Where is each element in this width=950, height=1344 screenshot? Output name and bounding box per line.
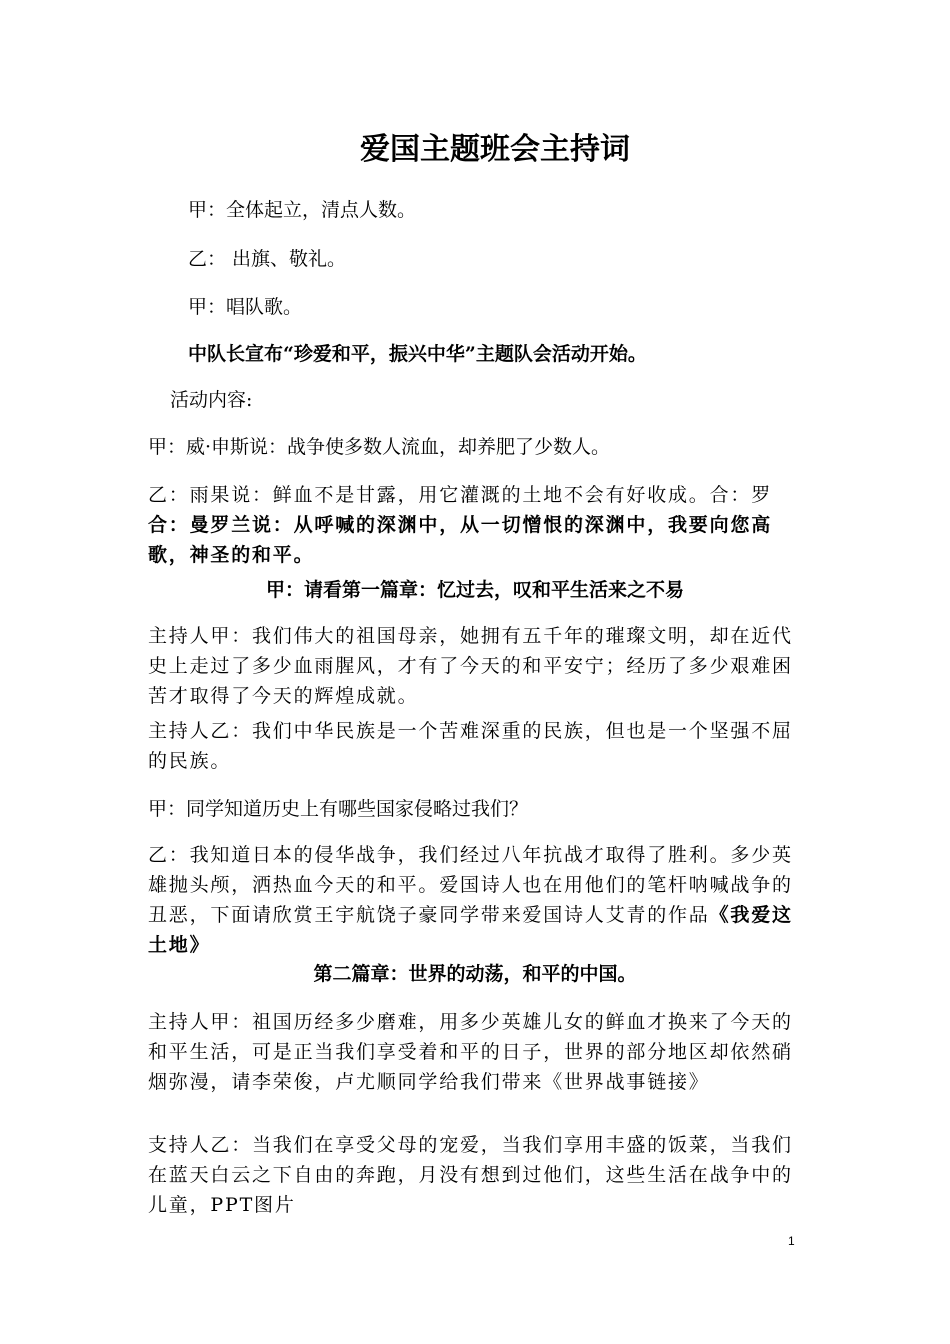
para-host-jia: 主持人甲：我们伟大的祖国母亲，她拥有五千年的璀璨文明，却在近代史上走过了多少血雨腥风，才有了今天的和平安宁；经历了多少艰难困苦才取得了今天的辉煌成就。 — [148, 625, 793, 707]
chapter2-heading: 第二篇章：世界的动荡，和平的中国。 — [313, 963, 637, 985]
question-jia: 甲：同学知道历史上有哪些国家侵略过我们？ — [148, 798, 529, 820]
poem-title: 《我爱这土地》 — [148, 904, 793, 956]
activity-label: 活动内容: — [170, 389, 253, 411]
answer-yi-text: 乙：我知道日本的侵华战争，我们经过八年抗战才取得了胜利。多少英雄抛头颅，洒热血今天的和平。爱国诗人也在用他们的笔杆呐喊战争的丑恶，下面请欣赏王宇航饶子豪同学带来爱国诗人艾青的作品 — [148, 844, 793, 926]
para-host-jia2: 主持人甲：祖国历经多少磨难，用多少英雄儿女的鲜血才换来了今天的和平生活，可是正当我们享受着和平的日子，世界的部分地区却依然硝烟弥漫，请李荣俊，卢尤顺同学给我们带来《世界战事链接》 — [148, 1011, 793, 1093]
quote-he-prefix: 罗 — [751, 484, 773, 506]
quote-jia: 甲：威·申斯说：战争使多数人流血，却养肥了少数人。 — [148, 436, 611, 458]
page-number: 1 — [788, 1234, 795, 1248]
announcement: 中队长宣布“珍爱和平，振兴中华”主题队会活动开始。 — [188, 343, 647, 365]
quote-block — [148, 480, 808, 570]
opening-line-3: 甲：唱队歌。 — [188, 296, 303, 318]
answer-yi — [148, 840, 808, 960]
para-support-yi: 支持人乙：当我们在享受父母的宠爱，当我们享用丰盛的饭菜，当我们在蓝天白云之下自由的奔跑，月没有想到过他们，这些生活在战争中的儿童，PPT图片 — [148, 1134, 793, 1216]
quote-he: 合：曼罗兰说：从呼喊的深渊中，从一切憎恨的深渊中，我要向您高歌，神圣的和平。 — [148, 514, 773, 566]
chapter1-heading: 甲：请看第一篇章：忆过去，叹和平生活来之不易 — [265, 579, 684, 601]
opening-line-2: 乙： 出旗、敬礼。 — [188, 248, 347, 270]
para-host-yi: 主持人乙：我们中华民族是一个苦难深重的民族，但也是一个坚强不屈的民族。 — [148, 720, 793, 772]
quote-yi: 乙：雨果说：鲜血不是甘露，用它灌溉的土地不会有好收成。合： — [148, 484, 752, 506]
page-title: 爱国主题班会主持词 — [360, 132, 630, 167]
opening-line-1: 甲：全体起立，清点人数。 — [188, 199, 417, 221]
